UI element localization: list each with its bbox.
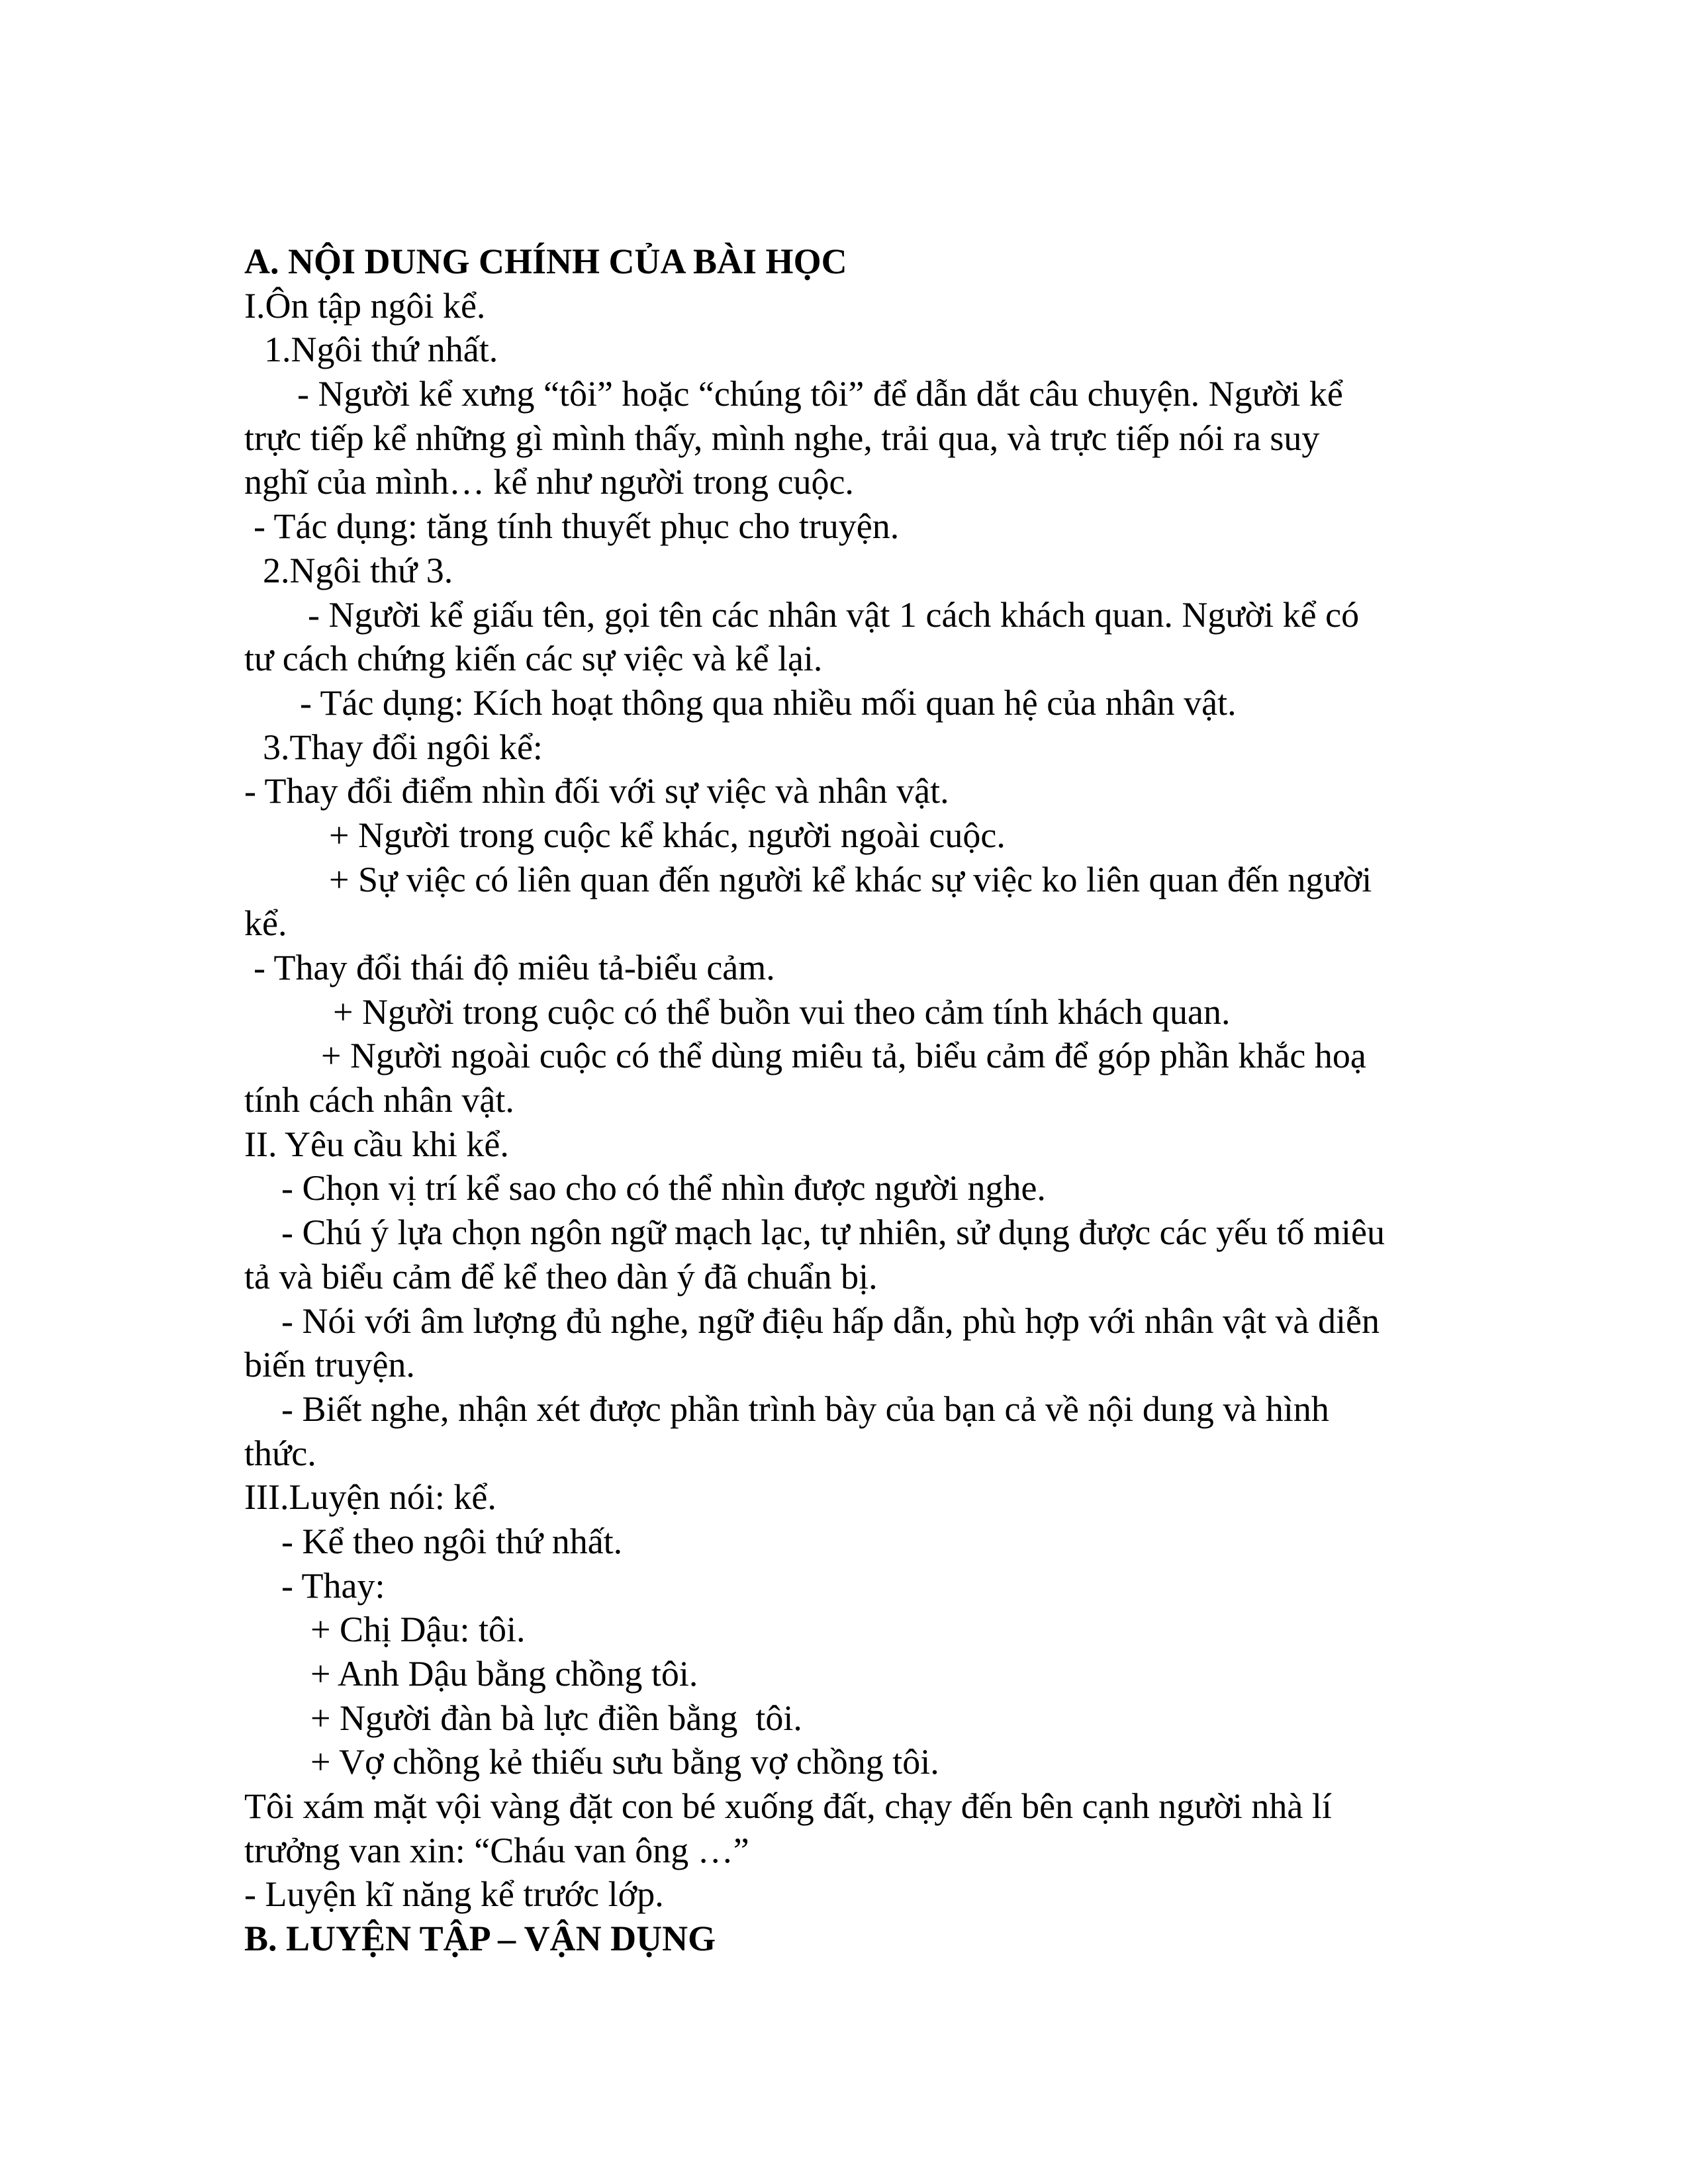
document-body — [244, 240, 1489, 1961]
text-line: - Thay đổi thái độ miêu tả-biểu cảm. — [254, 948, 775, 987]
text-line: - Luyện kĩ năng kể trước lớp. — [244, 1874, 664, 1915]
text-line: + Chị Dậu: tôi. — [310, 1610, 526, 1650]
text-line: trực tiếp kể những gì mình thấy, mình nghe, trải qua, và trực tiếp nói ra suy — [244, 418, 1320, 458]
text-line: + Người ngoài cuộc có thể dùng miêu tả, biểu cảm để góp phần khắc hoạ — [321, 1036, 1366, 1076]
text-line: - Tác dụng: Kích hoạt thông qua nhiều mối quan hệ của nhân vật. — [300, 682, 1237, 723]
text-line: - Người kể giấu tên, gọi tên các nhân vật 1 cách khách quan. Người kể có — [308, 594, 1360, 635]
text-line: III.Luyện nói: kể. — [244, 1477, 496, 1518]
text-line: - Tác dụng: tăng tính thuyết phục cho truyện. — [254, 506, 900, 547]
text-line: nghĩ của mình… kể như người trong cuộc. — [244, 462, 854, 502]
text-line: - Chọn vị trí kể sao cho có thể nhìn được người nghe. — [281, 1168, 1046, 1208]
text-line: thức. — [244, 1433, 316, 1473]
text-line: + Người trong cuộc có thể buồn vui theo cảm tính khách quan. — [333, 991, 1231, 1032]
text-line: + Người đàn bà lực điền bằng tôi. — [310, 1698, 802, 1738]
section-heading: A. NỘI DUNG CHÍNH CỦA BÀI HỌC — [244, 242, 847, 281]
text-line: Tôi xám mặt vội vàng đặt con bé xuống đất, chạy đến bên cạnh người nhà lí — [244, 1786, 1332, 1827]
text-line: tính cách nhân vật. — [244, 1080, 514, 1120]
text-line: - Biết nghe, nhận xét được phần trình bày của bạn cả về nội dung và hình — [281, 1388, 1329, 1429]
text-line: biến truyện. — [244, 1345, 415, 1385]
text-line: tư cách chứng kiến các sự việc và kể lại. — [244, 639, 823, 679]
text-line: - Thay: — [281, 1565, 385, 1606]
text-line: - Nói với âm lượng đủ nghe, ngữ điệu hấp dẫn, phù hợp với nhân vật và diễn — [281, 1300, 1380, 1341]
text-line: tả và biểu cảm để kể theo dàn ý đã chuẩn bị. — [244, 1256, 878, 1297]
text-line: 1.Ngôi thứ nhất. — [264, 330, 498, 370]
text-line: I.Ôn tập ngôi kể. — [244, 285, 486, 326]
text-line: - Thay đổi điểm nhìn đối với sự việc và nhân vật. — [244, 771, 949, 811]
text-line: 2.Ngôi thứ 3. — [263, 550, 453, 590]
text-line: + Sự việc có liên quan đến người kể khác sự việc ko liên quan đến người — [329, 859, 1372, 899]
text-line: trưởng van xin: “Cháu van ông …” — [244, 1830, 749, 1870]
text-line: - Kể theo ngôi thứ nhất. — [281, 1521, 623, 1561]
text-line: - Chú ý lựa chọn ngôn ngữ mạch lạc, tự nhiên, sử dụng được các yếu tố miêu — [281, 1212, 1385, 1253]
text-line: + Vợ chồng kẻ thiếu sưu bằng vợ chồng tôi. — [310, 1742, 939, 1782]
text-line: kể. — [244, 903, 287, 944]
text-line: 3.Thay đổi ngôi kể: — [263, 727, 543, 767]
text-line: - Người kể xưng “tôi” hoặc “chúng tôi” để dẫn dắt câu chuyện. Người kể — [297, 374, 1343, 414]
section-heading: B. LUYỆN TẬP – VẬN DỤNG — [244, 1919, 716, 1959]
text-line: + Anh Dậu bằng chồng tôi. — [310, 1654, 698, 1694]
text-line: + Người trong cuộc kể khác, người ngoài cuộc. — [329, 815, 1006, 855]
text-line: II. Yêu cầu khi kể. — [244, 1124, 509, 1164]
